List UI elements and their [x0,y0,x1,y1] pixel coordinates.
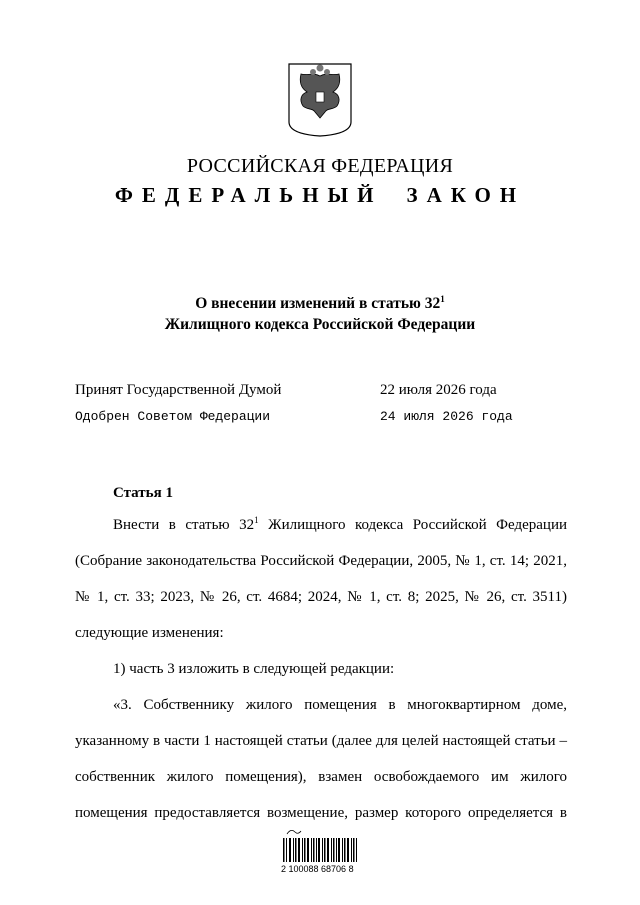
law-type-word2: ЗАКОН [406,183,526,207]
barcode [281,826,361,886]
duma-adoption-date: 22 июля 2026 года [380,382,497,398]
article-heading: Статья 1 [113,485,173,501]
duma-adoption-label: Принят Государственной Думой [75,382,282,398]
article-line-text: Внести в статью 32 [113,517,255,533]
article-superscript: 1 [254,515,259,525]
article-line: 1) часть 3 изложить в следующей редакции: [113,661,395,677]
country-name: РОССИЙСКАЯ ФЕДЕРАЦИЯ [186,155,454,177]
article-line: следующие изменения: [75,625,224,641]
article-line: указанному в части 1 настоящей статьи (далее для целей настоящей статьи – [75,733,567,749]
law-title-line2: Жилищного кодекса Российской Федерации [164,316,476,333]
article-line: № 1, ст. 33; 2023, № 26, ст. 4684; 2024, № 1, ст. 8; 2025, № 26, ст. 3511) [75,589,567,605]
law-title-line1 [0,294,640,315]
article-line-text: Жилищного кодекса Российской Федерации [258,517,568,533]
council-approval-label: Одобрен Советом Федерации [75,409,271,424]
document-type-heading [0,183,640,208]
article-line: собственник жилого помещения), взамен освобождаемого им жилого [75,769,567,785]
law-title-line1-text: О внесении изменений в статью 32 [195,295,441,312]
article-line: (Собрание законодательства Российской Федерации, 2005, № 1, ст. 14; 2021, [75,553,567,569]
law-title [0,294,640,334]
article-line [75,516,567,552]
article-line: помещения предоставляется возмещение, размер которого определяется в [75,805,567,821]
council-approval-date: 24 июля 2026 года [380,409,513,424]
coat-of-arms-emblem [287,62,353,138]
law-type-word1: ФЕДЕРАЛЬНЫЙ [114,183,383,207]
law-title-superscript: 1 [440,294,445,304]
barcode-number: 2 100088 68706 8 [281,864,354,874]
article-line: «3. Собственнику жилого помещения в многоквартирном доме, [113,697,567,713]
article-body [75,516,567,840]
